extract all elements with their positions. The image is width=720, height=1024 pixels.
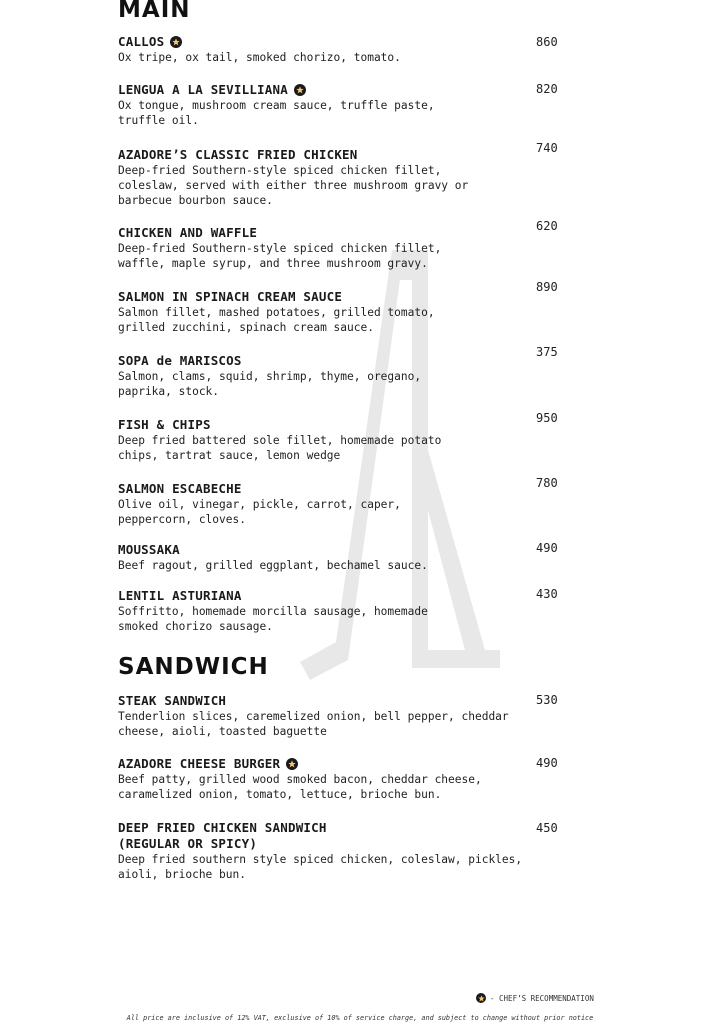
- item-name-line-2: (REGULAR OR SPICY): [118, 836, 258, 851]
- item-price: 860: [536, 35, 558, 49]
- item-price: 375: [536, 345, 558, 359]
- item-name: FISH & CHIPS: [118, 417, 211, 432]
- menu-item: [118, 693, 518, 739]
- menu-item: [118, 417, 518, 463]
- item-name: DEEP FRIED CHICKEN SANDWICH: [118, 820, 327, 835]
- item-name: LENGUA A LA SEVILLIANA: [118, 82, 518, 98]
- item-description: truffle oil.: [118, 114, 199, 127]
- item-price: 950: [536, 411, 558, 425]
- item-description: caramelized onion, tomato, lettuce, brioche bun.: [118, 788, 442, 801]
- item-name: AZADORE CHEESE BURGER: [118, 756, 518, 772]
- item-description: smoked chorizo sausage.: [118, 620, 273, 633]
- price-footnote: All price are inclusive of 12% VAT, exclusive of 10% of service charge, and subject to change without prior notice: [126, 1014, 594, 1022]
- star-icon: [476, 993, 486, 1003]
- star-icon: [170, 36, 182, 48]
- item-description: Ox tripe, ox tail, smoked chorizo, tomato.: [118, 51, 401, 64]
- menu-item: [118, 820, 523, 882]
- item-price: 820: [536, 82, 558, 96]
- star-icon: [294, 84, 306, 96]
- item-price: 430: [536, 587, 558, 601]
- section-title-sandwich: SANDWICH: [118, 654, 269, 680]
- menu-item: [118, 225, 518, 271]
- menu-item: [118, 542, 518, 573]
- menu-item: [118, 34, 518, 65]
- menu-item: [118, 82, 518, 128]
- item-price: 450: [536, 821, 558, 835]
- item-description: chips, tartrat sauce, lemon wedge: [118, 449, 341, 462]
- star-icon: [286, 758, 298, 770]
- item-description: Tenderlion slices, caremelized onion, bell pepper, cheddar: [118, 710, 509, 723]
- item-description: coleslaw, served with either three mushroom gravy or: [118, 179, 469, 192]
- menu-item: [118, 353, 518, 399]
- item-price: 490: [536, 541, 558, 555]
- item-name: MOUSSAKA: [118, 542, 180, 557]
- item-description: Salmon, clams, squid, shrimp, thyme, oregano,: [118, 370, 422, 383]
- item-description: cheese, aioli, toasted baguette: [118, 725, 327, 738]
- item-description: Deep-fried Southern-style spiced chicken fillet,: [118, 242, 442, 255]
- item-price: 890: [536, 280, 558, 294]
- section-title-main: MAIN: [118, 0, 191, 23]
- item-name: CHICKEN AND WAFFLE: [118, 225, 258, 240]
- item-description: Ox tongue, mushroom cream sauce, truffle paste,: [118, 99, 435, 112]
- item-description: Deep fried battered sole fillet, homemade potato: [118, 434, 442, 447]
- item-description: Deep-fried Southern-style spiced chicken fillet,: [118, 164, 442, 177]
- item-description: paprika, stock.: [118, 385, 220, 398]
- item-description: aioli, brioche bun.: [118, 868, 246, 881]
- item-price: 780: [536, 476, 558, 490]
- item-name: LENTIL ASTURIANA: [118, 588, 242, 603]
- item-name: SOPA de MARISCOS: [118, 353, 242, 368]
- legend: [476, 993, 594, 1003]
- item-description: Beef ragout, grilled eggplant, bechamel sauce.: [118, 559, 428, 572]
- menu-item: [118, 289, 518, 335]
- item-name: CALLOS: [118, 34, 518, 50]
- item-description: Soffritto, homemade morcilla sausage, homemade: [118, 605, 428, 618]
- item-description: grilled zucchini, spinach cream sauce.: [118, 321, 374, 334]
- legend-text: - CHEF’S RECOMMENDATION: [490, 993, 594, 1003]
- item-description: Salmon fillet, mashed potatoes, grilled tomato,: [118, 306, 435, 319]
- item-description: barbecue bourbon sauce.: [118, 194, 273, 207]
- item-name: SALMON ESCABECHE: [118, 481, 242, 496]
- menu-item: [118, 588, 518, 634]
- item-price: 740: [536, 141, 558, 155]
- item-description: Beef patty, grilled wood smoked bacon, cheddar cheese,: [118, 773, 482, 786]
- item-name: STEAK SANDWICH: [118, 693, 227, 708]
- item-description: waffle, maple syrup, and three mushroom gravy.: [118, 257, 428, 270]
- item-price: 490: [536, 756, 558, 770]
- menu-item: [118, 756, 518, 802]
- item-name: SALMON IN SPINACH CREAM SAUCE: [118, 289, 343, 304]
- item-description: Deep fried southern style spiced chicken, coleslaw, pickles,: [118, 853, 523, 866]
- menu-item: [118, 481, 518, 527]
- item-description: peppercorn, cloves.: [118, 513, 246, 526]
- item-price: 530: [536, 693, 558, 707]
- menu-item: [118, 147, 518, 208]
- item-name: AZADORE’S CLASSIC FRIED CHICKEN: [118, 147, 358, 162]
- item-description: Olive oil, vinegar, pickle, carrot, caper,: [118, 498, 401, 511]
- item-price: 620: [536, 219, 558, 233]
